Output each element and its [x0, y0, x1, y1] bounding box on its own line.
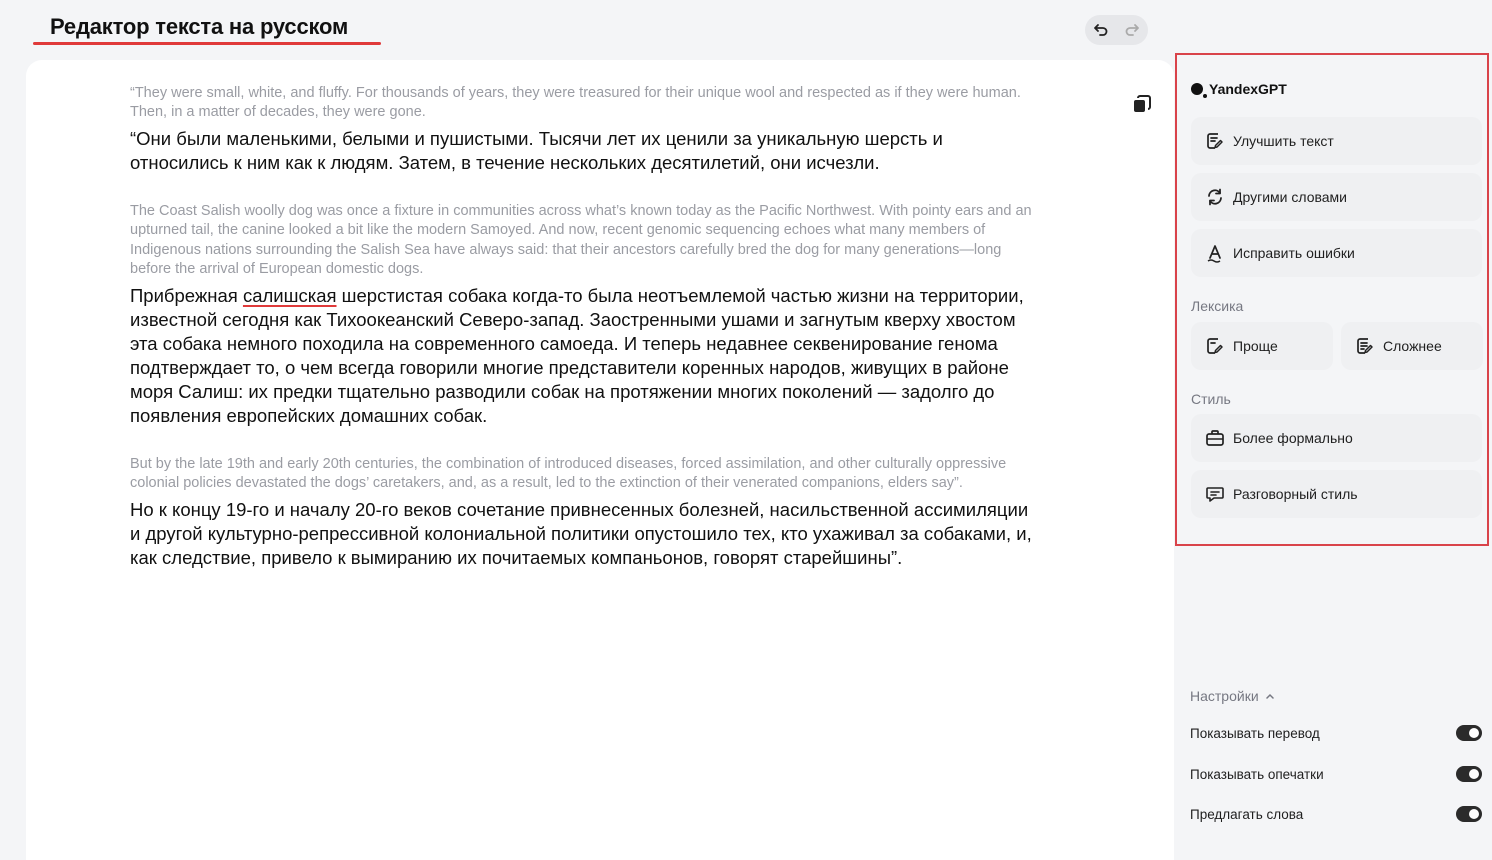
casual-style-button[interactable]: [1191, 470, 1482, 518]
paragraph-2: [130, 202, 1035, 428]
spellcheck-icon: [1205, 243, 1225, 263]
more-formal-label: Более формально: [1233, 430, 1353, 446]
translated-text-part: шерстистая собака когда-то была неотъемлемой частью жизни на территории, известной сегодня как Тихоокеанский Северо-запад. Заостренными ушами и загнутым кверху хвостом эта собака немного походила на современного самоеда. И теперь недавнее секвенирование генома подтверждает то, о чем всегда говорили многие представители коренных народов, живущих в районе моря Салиш: их предки тщательно разводили собак на протяжении многих поколений — задолго до появления европейских домашних собак.: [130, 284, 1024, 426]
copy-icon: [1132, 94, 1152, 114]
translated-text[interactable]: [130, 284, 1035, 428]
style-section-label: Стиль: [1191, 391, 1231, 407]
harder-button[interactable]: [1341, 322, 1483, 370]
lexicon-section-label: Лексика: [1191, 298, 1244, 314]
simpler-button[interactable]: [1191, 322, 1333, 370]
fix-errors-button[interactable]: [1191, 229, 1482, 277]
settings-label: Настройки: [1190, 688, 1259, 704]
translated-text-part: Прибрежная: [130, 284, 243, 306]
redo-button[interactable]: [1120, 18, 1144, 42]
paragraph-3: [130, 455, 1035, 570]
chevron-up-icon: [1265, 691, 1275, 701]
edit-document-icon: [1355, 336, 1375, 356]
setting-show-typos: [1190, 766, 1482, 782]
copy-button[interactable]: [1132, 94, 1154, 116]
settings-toggle[interactable]: [1190, 688, 1275, 704]
edit-document-icon: [1205, 131, 1225, 151]
translated-text[interactable]: Но к концу 19-го и началу 20-го веков сочетание привнесенных болезней, насильственной ассимиляции и другой культурно-репрессивной колониальной политики опустошило тех, кто ухаживал за собаками, и, как следствие, привело к вымиранию их почитаемых компаньонов, говорят старейшины”.: [130, 498, 1032, 568]
improve-text-button[interactable]: [1191, 117, 1482, 165]
history-controls: [1085, 15, 1148, 45]
rephrase-label: Другими словами: [1233, 189, 1347, 205]
setting-label: Предлагать слова: [1190, 806, 1304, 822]
gpt-brand: YandexGPT: [1209, 81, 1287, 97]
undo-icon: [1093, 22, 1109, 38]
casual-style-label: Разговорный стиль: [1233, 486, 1358, 502]
original-text: But by the late 19th and early 20th centuries, the combination of introduced diseases, forced assimilation, and other culturally oppressive colonial policies devastated the dogs’ caretakers, and, as a result, led to the extinction of their venerated companions, elders say”.: [130, 456, 1007, 492]
simpler-label: Проще: [1233, 338, 1278, 354]
setting-label: Показывать опечатки: [1190, 766, 1324, 782]
redo-icon: [1124, 22, 1140, 38]
original-text: The Coast Salish woolly dog was once a fixture in communities across what’s known today as the Pacific Northwest. With pointy ears and an upturned tail, the canine looked a bit like the modern Samoyed. And now, recent genomic sequencing echoes what many members of Indigenous nations surrounding the Salish Sea have always said: that their ancestors carefully bred the dog for many generations—long before the arrival of European domestic dogs.: [130, 203, 1032, 278]
edit-document-icon: [1205, 336, 1225, 356]
briefcase-icon: [1205, 428, 1225, 448]
suggest-words-toggle[interactable]: [1456, 806, 1482, 822]
typo-highlight[interactable]: салишская: [242, 284, 337, 306]
translated-text[interactable]: “Они были маленькими, белыми и пушистыми. Тысячи лет их ценили за уникальную шерсть и относились к ним как к людям. Затем, в течение нескольких десятилетий, они исчезли.: [130, 127, 943, 173]
chat-bubble-icon: [1205, 484, 1225, 504]
yandexgpt-logo-icon: [1191, 83, 1203, 95]
setting-show-translation: [1190, 725, 1482, 741]
text-editor[interactable]: [26, 60, 1174, 860]
setting-suggest-words: [1190, 806, 1482, 822]
original-text: “They were small, white, and fluffy. For thousands of years, they were treasured for their unique wool and respected as if they were human. Then, in a matter of decades, they were gone.: [130, 85, 1021, 121]
improve-text-label: Улучшить текст: [1233, 133, 1334, 149]
undo-button[interactable]: [1089, 18, 1113, 42]
title-underline: [33, 42, 381, 45]
page-title: Редактор текста на русском: [50, 14, 349, 39]
gpt-header: [1191, 81, 1287, 97]
fix-errors-label: Исправить ошибки: [1233, 245, 1355, 261]
more-formal-button[interactable]: [1191, 414, 1482, 462]
show-typos-toggle[interactable]: [1456, 766, 1482, 782]
rephrase-button[interactable]: [1191, 173, 1482, 221]
harder-label: Сложнее: [1383, 338, 1442, 354]
yandexgpt-panel: [1175, 53, 1489, 546]
refresh-arrows-icon: [1205, 187, 1225, 207]
show-translation-toggle[interactable]: [1456, 725, 1482, 741]
setting-label: Показывать перевод: [1190, 725, 1320, 741]
paragraph-1: [130, 84, 1035, 175]
